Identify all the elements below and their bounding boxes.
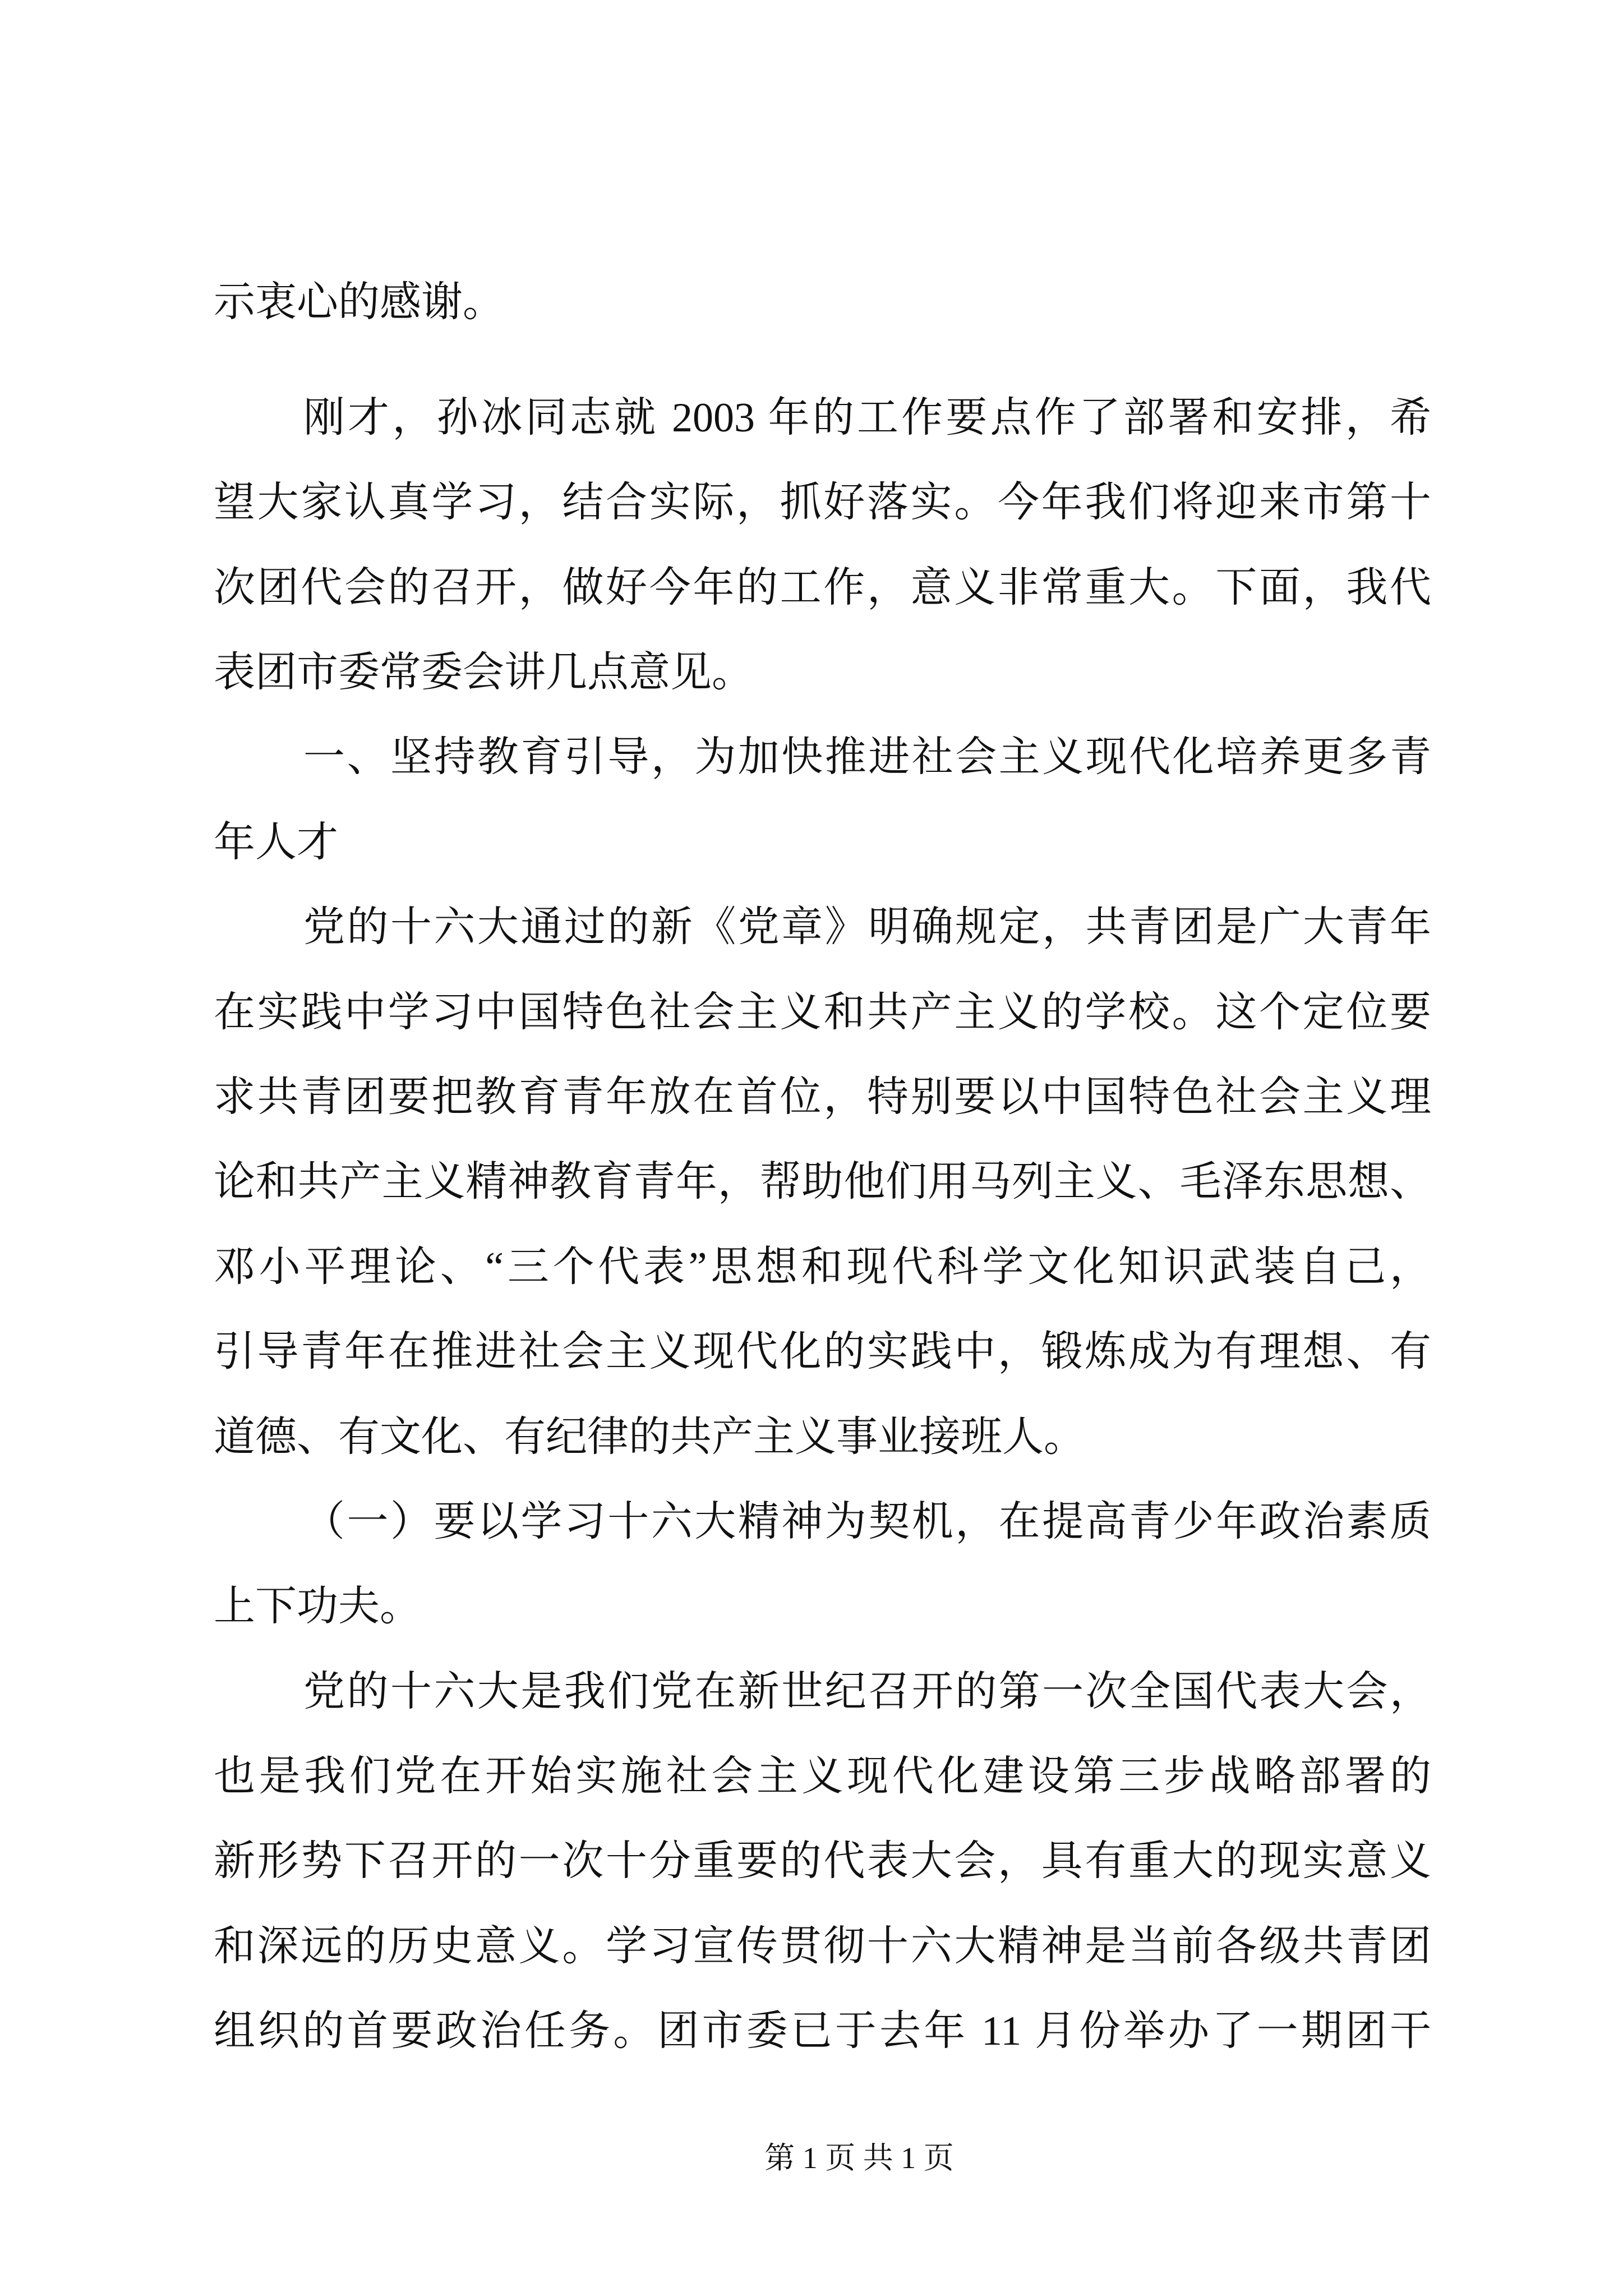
text-line: 年人才 xyxy=(214,820,338,866)
text-line: 邓小平理论、“三个代表”思想和现代科学文化知识武装自己， xyxy=(214,1244,1431,1290)
text-line: 求共青团要把教育青年放在首位，特别要以中国特色社会主义理 xyxy=(214,1074,1431,1120)
text-line: 在实践中学习中国特色社会主义和共产主义的学校。这个定位要 xyxy=(214,990,1431,1036)
text-line: 和深远的历史意义。学习宣传贯彻十六大精神是当前各级共青团 xyxy=(214,1924,1431,1970)
page-footer: 第 1 页 共 1 页 xyxy=(764,2141,954,2175)
text-line: 党的十六大通过的新《党章》明确规定，共青团是广大青年 xyxy=(303,904,1431,950)
text-line: 组织的首要政治任务。团市委已于去年 11 月份举办了一期团干 xyxy=(214,2008,1431,2054)
text-line: 道德、有文化、有纪律的共产主义事业接班人。 xyxy=(214,1414,1085,1460)
text-line: 新形势下召开的一次十分重要的代表大会，具有重大的现实意义 xyxy=(214,1838,1431,1884)
text-line: 次团代会的召开，做好今年的工作，意义非常重大。下面，我代 xyxy=(214,565,1431,611)
text-line: 也是我们党在开始实施社会主义现代化建设第三步战略部署的 xyxy=(214,1754,1431,1800)
text-line: 一、坚持教育引导，为加快推进社会主义现代化培养更多青 xyxy=(303,734,1431,780)
text-line: 表团市委常委会讲几点意见。 xyxy=(214,650,753,696)
text-line: 刚才，孙冰同志就 2003 年的工作要点作了部署和安排，希 xyxy=(303,395,1431,441)
text-line: （一）要以学习十六大精神为契机，在提高青少年政治素质 xyxy=(303,1499,1431,1545)
text-line: 上下功夫。 xyxy=(214,1584,421,1630)
text-line: 论和共产主义精神教育青年，帮助他们用马列主义、毛泽东思想、 xyxy=(214,1159,1431,1205)
text-line: 党的十六大是我们党在新世纪召开的第一次全国代表大会， xyxy=(303,1669,1431,1715)
text-line: 示衷心的感谢。 xyxy=(214,279,504,325)
text-line: 引导青年在推进社会主义现代化的实践中，锻炼成为有理想、有 xyxy=(214,1329,1431,1375)
text-line: 望大家认真学习，结合实际，抓好落实。今年我们将迎来市第十 xyxy=(214,480,1431,526)
